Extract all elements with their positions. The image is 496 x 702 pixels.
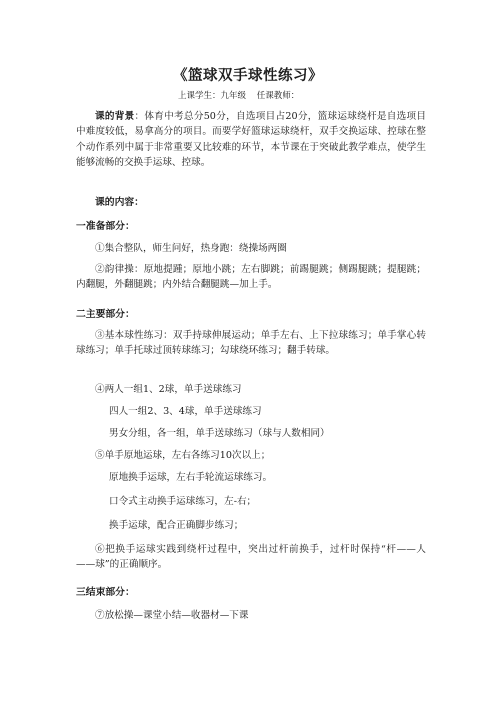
content-heading: 课的内容： [95, 197, 144, 208]
list-item: ④两人一组1、2球，单手送球练习 [95, 384, 242, 395]
list-item: 四人一组2、3、4球，单手送球练习 [109, 406, 262, 417]
list-item: 口令式主动换手运球练习，左-右； [109, 496, 257, 507]
end-heading: 三结束部分： [76, 587, 135, 598]
list-item: ①集合整队，师生问好，热身跑：绕操场两圈 [95, 243, 287, 254]
background-paragraph [76, 109, 426, 170]
background-text: ：体育中考总分50分，自选项目占20分，篮球运球绕杆是自选项目中难度较低，易拿高分的项目。而要学好篮球运球绕杆，双手交换运球、控球在整个动作系列中属于非常重要又比较难的环节，本节课在于突破此教学难点，使学生能够流畅的交换手运球、控球。 [76, 111, 427, 168]
prep-heading: 一准备部分： [76, 221, 135, 232]
list-item: 原地换手运球，左右手轮流运球练习。 [109, 472, 273, 483]
document-subtitle: 上课学生：九年级 任课教师： [178, 91, 300, 101]
list-item: ②韵律操：原地提踵；原地小跳；左右脚跳；前踢腿跳；侧踢腿跳；提腿跳；内翻腿，外翻腿跳；内外结合翻腿跳—加上手。 [76, 264, 426, 291]
list-item: ③基本球性练习：双手持球伸展运动；单手左右、上下拉球练习；单手掌心转球练习；单手托球过顶转球练习；勾球绕环练习；翻手转球。 [76, 330, 426, 357]
document-title: 《篮球双手球性练习》 [173, 67, 323, 84]
list-item: 换手运球，配合正确脚步练习； [109, 520, 244, 531]
list-item: ⑥把换手运球实践到绕杆过程中，突出过杆前换手，过杆时保持“杆——人——球”的正确顺序。 [76, 544, 426, 571]
list-item: ⑤单手原地运球，左右各练习10次以上； [95, 450, 271, 461]
background-label: 课的背景 [95, 111, 135, 122]
main-heading: 二主要部分： [76, 309, 135, 320]
list-item: 男女分组，各一组，单手送球练习（球与人数相同） [109, 428, 330, 439]
list-item: ⑦放松操—课堂小结—收器材—下课 [95, 610, 249, 621]
